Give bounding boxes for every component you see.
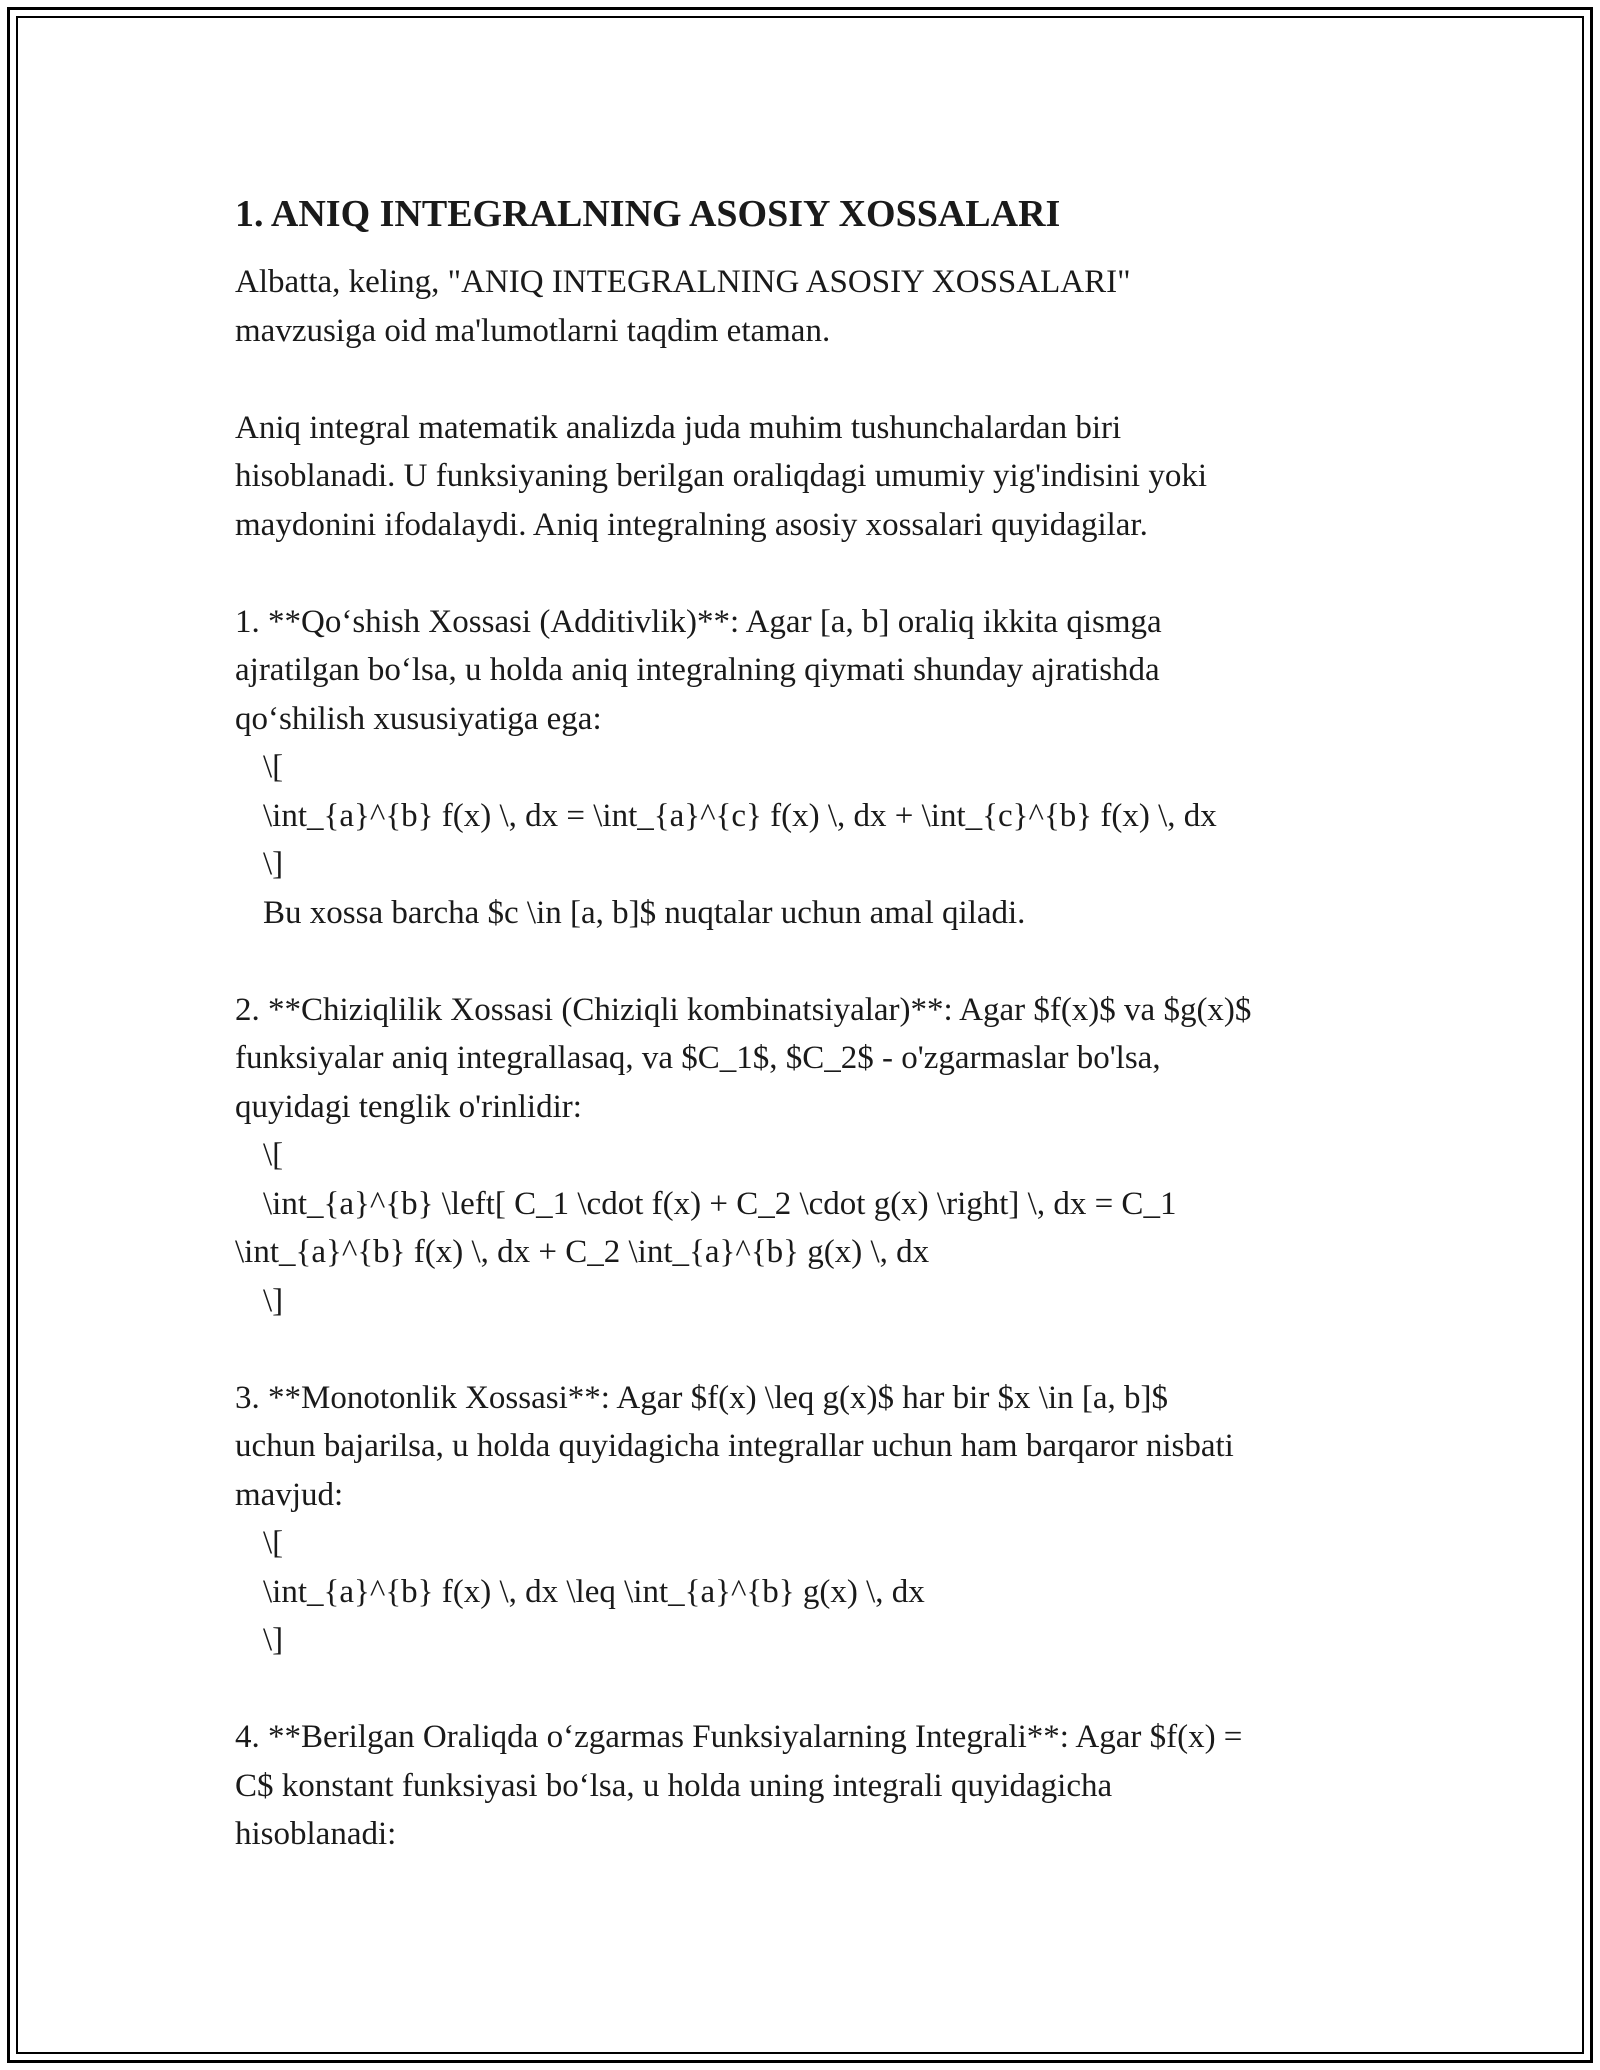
paragraph-gap [235,355,1375,404]
text-line: ajratilgan bo‘lsa, u holda aniq integralning qiymati shunday ajratishda [235,652,1160,688]
text-line: mavzusiga oid ma'lumotlarni taqdim etaman. [235,312,831,349]
text-line: 3. **Monotonlik Xossasi**: Agar $f(x) \leq g(x)$ har bir $x \in [a, b]$ [235,1379,1169,1416]
text-line: 1. **Qo‘shish Xossasi (Additivlik)**: Agar [a, b] oraliq ikkita qismga [235,603,1162,640]
document-body [235,188,1375,1859]
text-line: C$ konstant funksiyasi bo‘lsa, u holda uning integrali quyidagicha [235,1767,1113,1804]
text-line: maydonini ifodalaydi. Aniq integralning asosiy xossalari quyidagilar. [235,506,1148,543]
text-line: hisoblanadi. U funksiyaning berilgan oraliqdagi umumiy yig'indisini yoki [235,458,1208,494]
text-line: Bu xossa barcha $c \in [a, b]$ nuqtalar uchun amal qiladi. [263,894,1026,931]
text-line: uchun bajarilsa, u holda quyidagicha integrallar uchun ham barqaror nisbati [235,1428,1234,1464]
paragraph-gap [235,937,1375,986]
formula-open: \[ [263,749,284,785]
paragraph-definition [235,404,1375,550]
paragraph-gap [235,549,1375,598]
formula-open: \[ [263,1137,284,1173]
text-line: Albatta, keling, "ANIQ INTEGRALNING ASOSIY XOSSALARI" [235,264,1131,300]
paragraph-intro [235,258,1375,355]
text-line: hisoblanadi: [235,1816,397,1852]
formula-close: \] [263,1282,284,1319]
formula-line: \int_{a}^{b} \left[ C_1 \cdot f(x) + C_2 \cdot g(x) \right] \, dx = C_1 [263,1185,1177,1222]
text-line: Aniq integral matematik analizda juda muhim tushunchalardan biri [235,409,1122,446]
formula-line: \int_{a}^{b} f(x) \, dx = \int_{a}^{c} f(x) \, dx + \int_{c}^{b} f(x) \, dx [263,797,1217,834]
paragraph-gap [235,1665,1375,1714]
text-line: 2. **Chiziqlilik Xossasi (Chiziqli kombinatsiyalar)**: Agar $f(x)$ va $g(x)$ [235,991,1252,1028]
formula-close: \] [263,846,284,882]
property-linearity [235,986,1375,1326]
text-line: 4. **Berilgan Oraliqda o‘zgarmas Funksiyalarning Integrali**: Agar $f(x) = [235,1719,1243,1755]
text-line: quyidagi tenglik o'rinlidir: [235,1088,582,1125]
property-additivity [235,598,1375,938]
document-title: 1. ANIQ INTEGRALNING ASOSIY XOSSALARI [235,193,1061,235]
property-constant-function [235,1713,1375,1859]
text-line: qo‘shilish xususiyatiga ega: [235,700,602,737]
paragraph-gap [235,1325,1375,1374]
property-monotonicity [235,1374,1375,1665]
formula-line: \int_{a}^{b} f(x) \, dx \leq \int_{a}^{b} g(x) \, dx [263,1573,925,1610]
formula-close: \] [263,1622,284,1658]
formula-open: \[ [263,1525,284,1561]
text-line: mavjud: [235,1476,344,1513]
formula-line: \int_{a}^{b} f(x) \, dx + C_2 \int_{a}^{b} g(x) \, dx [235,1234,930,1270]
text-line: funksiyalar aniq integrallasaq, va $C_1$, $C_2$ - o'zgarmaslar bo'lsa, [235,1040,1161,1076]
